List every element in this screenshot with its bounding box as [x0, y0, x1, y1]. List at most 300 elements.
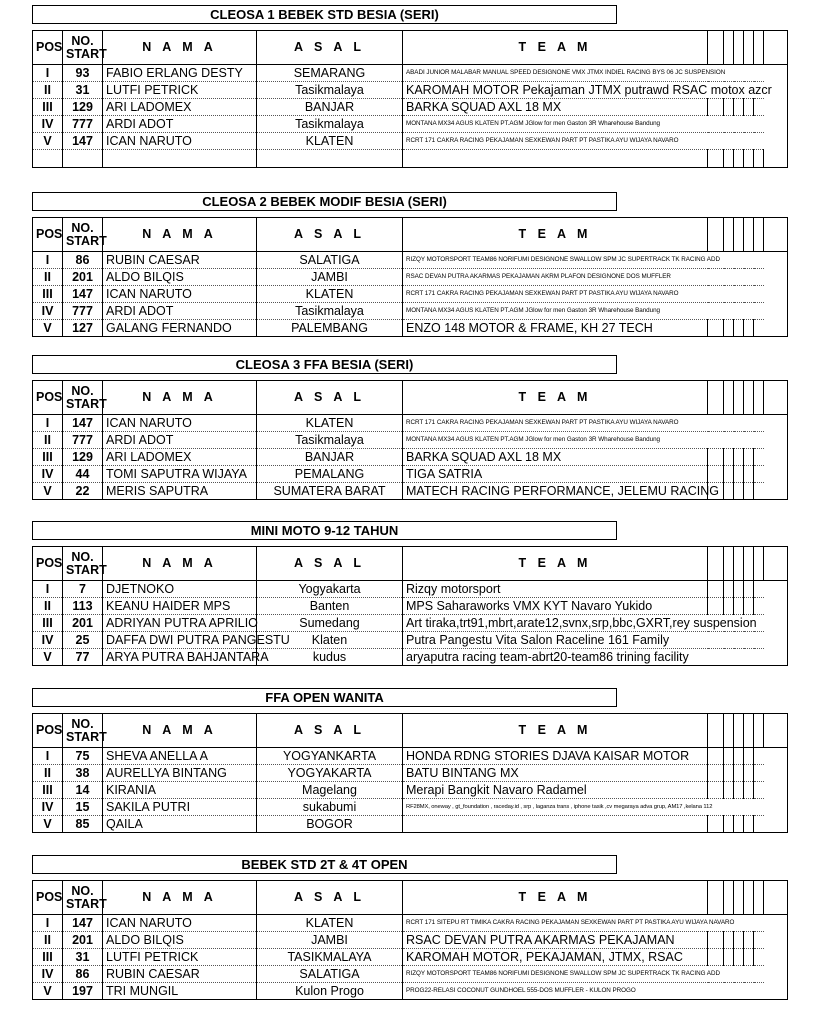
- position-cell: IV: [33, 799, 63, 816]
- start-number-cell: 201: [63, 932, 103, 949]
- grid-cell: [724, 449, 734, 466]
- grid-cell: [724, 598, 734, 615]
- header-asal: A S A L: [257, 714, 403, 748]
- result-row: [33, 932, 788, 949]
- rider-name-cell: SAKILA PUTRI: [103, 799, 257, 816]
- grid-cell: [708, 765, 724, 782]
- rider-name-cell: ARYA PUTRA BAHJANTARA: [103, 649, 257, 666]
- grid-cell: [724, 765, 734, 782]
- header-no-line: NO.: [71, 549, 94, 564]
- grid-cell: [724, 949, 734, 966]
- team-cell: BARKA SQUAD AXL 18 MX: [403, 99, 708, 116]
- start-number-cell: 129: [63, 449, 103, 466]
- header-nama: N A M A: [103, 31, 257, 65]
- start-number-cell: 147: [63, 415, 103, 432]
- results-table: [32, 713, 788, 833]
- header-start-line: START: [66, 396, 107, 411]
- section-title: BEBEK STD 2T & 4T OPEN: [32, 855, 617, 874]
- grid-cell: [708, 466, 724, 483]
- rider-name-cell: ICAN NARUTO: [103, 286, 257, 303]
- start-number-cell: 201: [63, 269, 103, 286]
- team-cell: [403, 816, 708, 833]
- start-number-cell: 86: [63, 252, 103, 269]
- grid-cell: [724, 581, 734, 598]
- header-start-line: START: [66, 729, 107, 744]
- origin-cell: Banten: [257, 598, 403, 615]
- grid-cell: [734, 449, 744, 466]
- section-title: FFA OPEN WANITA: [32, 688, 617, 707]
- grid-cell: [744, 483, 754, 500]
- origin-cell: SEMARANG: [257, 65, 403, 82]
- start-number-cell: 25: [63, 632, 103, 649]
- grid-cell: [734, 816, 744, 833]
- position-cell: V: [33, 320, 63, 337]
- grid-cell: [744, 449, 754, 466]
- position-cell: II: [33, 82, 63, 99]
- result-row: [33, 252, 788, 269]
- header-team: T E A M: [403, 881, 708, 915]
- team-cell: MATECH RACING PERFORMANCE, JELEMU RACING: [403, 483, 708, 500]
- result-row: [33, 615, 788, 632]
- grid-cell: [734, 150, 744, 168]
- grid-cell: [744, 714, 754, 748]
- team-cell: MONTANA MX34 AGUS KLATEN PT.AGM JGlow for men Gaston 3R Wharehouse Bandung: [403, 303, 764, 320]
- result-row: [33, 449, 788, 466]
- header-start-line: START: [66, 233, 107, 248]
- header-asal: A S A L: [257, 381, 403, 415]
- grid-cell: [724, 31, 734, 65]
- position-cell: V: [33, 133, 63, 150]
- grid-cell: [764, 218, 788, 252]
- team-cell: BATU BINTANG MX: [403, 765, 708, 782]
- team-cell: RCRT 171 CAKRA RACING PEKAJAMAN SEXKEWAN PART PT PASTIKA AYU WIJAYA NAVARO: [403, 415, 764, 432]
- header-team: T E A M: [403, 547, 708, 581]
- team-cell: aryaputra racing team-abrt20-team86 trining facility: [403, 649, 764, 666]
- grid-cell: [734, 881, 744, 915]
- result-row: [33, 82, 788, 99]
- grid-cell: [734, 748, 744, 765]
- grid-cell: [724, 748, 734, 765]
- grid-cell: [754, 466, 764, 483]
- header-pos: POS: [33, 714, 63, 748]
- grid-cell: [734, 782, 744, 799]
- grid-cell: [724, 782, 734, 799]
- result-row: [33, 483, 788, 500]
- team-cell: HONDA RDNG STORIES DJAVA KAISAR MOTOR: [403, 748, 708, 765]
- origin-cell: JAMBI: [257, 932, 403, 949]
- rider-name-cell: ARDI ADOT: [103, 116, 257, 133]
- grid-cell: [754, 598, 764, 615]
- rider-name-cell: ARI LADOMEX: [103, 99, 257, 116]
- origin-cell: KLATEN: [257, 286, 403, 303]
- start-number-cell: 7: [63, 581, 103, 598]
- position-cell: III: [33, 615, 63, 632]
- rider-name-cell: DAFFA DWI PUTRA PANGESTU: [103, 632, 257, 649]
- position-cell: II: [33, 269, 63, 286]
- grid-cell: [708, 150, 724, 168]
- origin-cell: Sumedang: [257, 615, 403, 632]
- start-number-cell: 77: [63, 649, 103, 666]
- rider-name-cell: TRI MUNGIL: [103, 983, 257, 1000]
- origin-cell: SALATIGA: [257, 966, 403, 983]
- grid-cell: [764, 547, 788, 581]
- position-cell: III: [33, 449, 63, 466]
- team-cell: ABADI JUNIOR MALABAR MANUAL SPEED DESIGNONE VMX JTMX INDIEL RACING BYS 06 JC SUSPENSION: [403, 65, 764, 82]
- result-row: [33, 799, 788, 816]
- grid-cell: [708, 881, 724, 915]
- header-no-start: [63, 881, 107, 915]
- grid-cell: [734, 949, 744, 966]
- grid-cell: [754, 581, 764, 598]
- header-team: T E A M: [403, 381, 708, 415]
- result-row: [33, 765, 788, 782]
- grid-cell: [724, 547, 734, 581]
- grid-cell: [764, 31, 788, 65]
- start-number-cell: 127: [63, 320, 103, 337]
- origin-cell: KLATEN: [257, 133, 403, 150]
- origin-cell: YOGYAKARTA: [257, 765, 403, 782]
- start-number-cell: 129: [63, 99, 103, 116]
- rider-name-cell: ALDO BILQIS: [103, 932, 257, 949]
- grid-cell: [708, 581, 724, 598]
- grid-cell: [754, 932, 764, 949]
- team-cell: RSAC DEVAN PUTRA AKARMAS PEKAJAMAN: [403, 932, 708, 949]
- rider-name-cell: ARDI ADOT: [103, 303, 257, 320]
- grid-cell: [724, 881, 734, 915]
- position-cell: II: [33, 932, 63, 949]
- grid-cell: [734, 598, 744, 615]
- position-cell: V: [33, 983, 63, 1000]
- header-start-line: START: [66, 896, 107, 911]
- grid-cell: [744, 598, 754, 615]
- position-cell: V: [33, 483, 63, 500]
- origin-cell: BANJAR: [257, 99, 403, 116]
- rider-name-cell: KEANU HAIDER MPS: [103, 598, 257, 615]
- origin-cell: Klaten: [257, 632, 403, 649]
- origin-cell: YOGYANKARTA: [257, 748, 403, 765]
- position-cell: III: [33, 286, 63, 303]
- grid-cell: [764, 150, 788, 168]
- grid-cell: [754, 150, 764, 168]
- start-number-cell: 22: [63, 483, 103, 500]
- header-no-start: [63, 547, 107, 581]
- result-row: [33, 133, 788, 150]
- start-number-cell: 201: [63, 615, 103, 632]
- header-asal: A S A L: [257, 881, 403, 915]
- header-team: T E A M: [403, 218, 708, 252]
- header-nama: N A M A: [103, 547, 257, 581]
- start-number-cell: 93: [63, 65, 103, 82]
- header-asal: A S A L: [257, 218, 403, 252]
- header-row: [33, 714, 788, 748]
- team-cell: TIGA SATRIA: [403, 466, 708, 483]
- rider-name-cell: RUBIN CAESAR: [103, 252, 257, 269]
- grid-cell: [744, 381, 754, 415]
- grid-cell: [734, 932, 744, 949]
- header-nama: N A M A: [103, 381, 257, 415]
- team-cell: RIZQY MOTORSPORT TEAM86 NORIFUMI DESIGNONE SWALLOW SPM JC SUPERTRACK TK RACING ADD: [403, 252, 764, 269]
- grid-cell: [754, 31, 764, 65]
- rider-name-cell: FABIO ERLANG DESTY: [103, 65, 257, 82]
- results-table: [32, 546, 788, 666]
- grid-cell: [744, 881, 754, 915]
- team-cell: KAROMAH MOTOR, PEKAJAMAN, JTMX, RSAC: [403, 949, 708, 966]
- grid-cell: [708, 932, 724, 949]
- grid-cell: [734, 320, 744, 337]
- rider-name-cell: AURELLYA BINTANG: [103, 765, 257, 782]
- grid-cell: [724, 150, 734, 168]
- rider-name-cell: ADRIYAN PUTRA APRILIO: [103, 615, 257, 632]
- position-cell: II: [33, 598, 63, 615]
- grid-cell: [724, 714, 734, 748]
- rider-name-cell: GALANG FERNANDO: [103, 320, 257, 337]
- result-row: [33, 748, 788, 765]
- origin-cell: Tasikmalaya: [257, 116, 403, 133]
- header-no-line: NO.: [71, 883, 94, 898]
- grid-cell: [744, 466, 754, 483]
- grid-cell: [724, 381, 734, 415]
- header-row: [33, 881, 788, 915]
- grid-cell: [744, 765, 754, 782]
- header-pos: POS: [33, 218, 63, 252]
- results-table: [32, 380, 788, 500]
- grid-cell: [708, 547, 724, 581]
- origin-cell: Tasikmalaya: [257, 82, 403, 99]
- grid-cell: [754, 483, 764, 500]
- grid-cell: [708, 748, 724, 765]
- origin-cell: sukabumi: [257, 799, 403, 816]
- origin-cell: Kulon Progo: [257, 983, 403, 1000]
- position-cell: I: [33, 581, 63, 598]
- header-row: [33, 381, 788, 415]
- start-number-cell: 777: [63, 303, 103, 320]
- grid-cell: [744, 748, 754, 765]
- origin-cell: SALATIGA: [257, 252, 403, 269]
- team-cell: BARKA SQUAD AXL 18 MX: [403, 449, 708, 466]
- header-asal: A S A L: [257, 547, 403, 581]
- grid-cell: [103, 150, 257, 168]
- grid-cell: [708, 99, 724, 116]
- grid-cell: [754, 881, 764, 915]
- position-cell: I: [33, 415, 63, 432]
- start-number-cell: 777: [63, 116, 103, 133]
- header-nama: N A M A: [103, 714, 257, 748]
- grid-cell: [403, 150, 708, 168]
- rider-name-cell: QAILA: [103, 816, 257, 833]
- team-cell: MONTANA MX34 AGUS KLATEN PT.AGM JGlow for men Gaston 3R Wharehouse Bandung: [403, 116, 764, 133]
- rider-name-cell: SHEVA ANELLA A: [103, 748, 257, 765]
- start-number-cell: 85: [63, 816, 103, 833]
- section-title: CLEOSA 2 BEBEK MODIF BESIA (SERI): [32, 192, 617, 211]
- header-pos: POS: [33, 31, 63, 65]
- grid-cell: [754, 949, 764, 966]
- header-start-line: START: [66, 562, 107, 577]
- grid-cell: [754, 99, 764, 116]
- grid-cell: [764, 881, 788, 915]
- result-row: [33, 915, 788, 932]
- result-row: [33, 99, 788, 116]
- start-number-cell: 86: [63, 966, 103, 983]
- start-number-cell: 44: [63, 466, 103, 483]
- grid-cell: [744, 581, 754, 598]
- result-row: [33, 269, 788, 286]
- team-cell: PROG22-RELASI COCONUT GUNDHOEL 555-DOS MUFFLER - KULON PROGO: [403, 983, 764, 1000]
- result-row: [33, 286, 788, 303]
- section-title: CLEOSA 3 FFA BESIA (SERI): [32, 355, 617, 374]
- results-table: [32, 880, 788, 1000]
- origin-cell: Magelang: [257, 782, 403, 799]
- position-cell: I: [33, 748, 63, 765]
- result-row: [33, 320, 788, 337]
- position-cell: III: [33, 949, 63, 966]
- origin-cell: kudus: [257, 649, 403, 666]
- grid-cell: [708, 598, 724, 615]
- grid-cell: [724, 320, 734, 337]
- result-row: [33, 415, 788, 432]
- grid-cell: [744, 218, 754, 252]
- header-row: [33, 547, 788, 581]
- result-row: [33, 581, 788, 598]
- grid-cell: [744, 949, 754, 966]
- rider-name-cell: ARDI ADOT: [103, 432, 257, 449]
- grid-cell: [257, 150, 403, 168]
- grid-cell: [708, 320, 724, 337]
- position-cell: IV: [33, 966, 63, 983]
- start-number-cell: 14: [63, 782, 103, 799]
- grid-cell: [754, 547, 764, 581]
- position-cell: II: [33, 432, 63, 449]
- rider-name-cell: ICAN NARUTO: [103, 415, 257, 432]
- result-row: [33, 303, 788, 320]
- grid-cell: [734, 765, 744, 782]
- result-row: [33, 816, 788, 833]
- rider-name-cell: TOMI SAPUTRA WIJAYA: [103, 466, 257, 483]
- results-table: [32, 217, 788, 337]
- result-row: [33, 65, 788, 82]
- grid-cell: [708, 381, 724, 415]
- grid-cell: [734, 31, 744, 65]
- result-row: [33, 966, 788, 983]
- position-cell: V: [33, 816, 63, 833]
- grid-cell: [754, 816, 764, 833]
- grid-cell: [724, 932, 734, 949]
- position-cell: IV: [33, 303, 63, 320]
- start-number-cell: 113: [63, 598, 103, 615]
- start-number-cell: 15: [63, 799, 103, 816]
- grid-cell: [734, 381, 744, 415]
- team-cell: Putra Pangestu Vita Salon Raceline 161 Family: [403, 632, 764, 649]
- rider-name-cell: ALDO BILQIS: [103, 269, 257, 286]
- grid-cell: [724, 816, 734, 833]
- position-cell: I: [33, 65, 63, 82]
- team-cell: RCRT 171 CAKRA RACING PEKAJAMAN SEXKEWAN PART PT PASTIKA AYU WIJAYA NAVARO: [403, 286, 764, 303]
- grid-cell: [708, 782, 724, 799]
- grid-cell: [708, 949, 724, 966]
- header-row: [33, 31, 788, 65]
- position-cell: IV: [33, 466, 63, 483]
- grid-cell: [734, 466, 744, 483]
- grid-cell: [754, 782, 764, 799]
- blank-row: [33, 150, 788, 168]
- position-cell: II: [33, 765, 63, 782]
- origin-cell: BOGOR: [257, 816, 403, 833]
- header-no-start: [63, 381, 107, 415]
- grid-cell: [764, 381, 788, 415]
- grid-cell: [754, 381, 764, 415]
- header-no-line: NO.: [71, 220, 94, 235]
- grid-cell: [754, 748, 764, 765]
- header-pos: POS: [33, 881, 63, 915]
- start-number-cell: 75: [63, 748, 103, 765]
- header-nama: N A M A: [103, 218, 257, 252]
- grid-cell: [744, 782, 754, 799]
- grid-cell: [734, 714, 744, 748]
- start-number-cell: 38: [63, 765, 103, 782]
- result-row: [33, 598, 788, 615]
- origin-cell: PALEMBANG: [257, 320, 403, 337]
- grid-cell: [708, 218, 724, 252]
- origin-cell: Tasikmalaya: [257, 432, 403, 449]
- grid-cell: [724, 483, 734, 500]
- result-row: [33, 949, 788, 966]
- grid-cell: [708, 449, 724, 466]
- header-start-line: START: [66, 46, 107, 61]
- grid-cell: [734, 581, 744, 598]
- rider-name-cell: ARI LADOMEX: [103, 449, 257, 466]
- header-no-start: [63, 31, 107, 65]
- rider-name-cell: RUBIN CAESAR: [103, 966, 257, 983]
- header-pos: POS: [33, 381, 63, 415]
- grid-cell: [734, 218, 744, 252]
- rider-name-cell: LUTFI PETRICK: [103, 949, 257, 966]
- grid-cell: [708, 31, 724, 65]
- header-no-line: NO.: [71, 33, 94, 48]
- origin-cell: BANJAR: [257, 449, 403, 466]
- grid-cell: [744, 99, 754, 116]
- result-row: [33, 466, 788, 483]
- team-cell: RCRT 171 SITEPU RT TIMIKA CAKRA RACING PEKAJAMAN SEXKEWAN PART PT PASTIKA AYU WIJAYA NAVARO: [403, 915, 764, 932]
- team-cell: Rizqy motorsport: [403, 581, 708, 598]
- header-no-line: NO.: [71, 716, 94, 731]
- grid-cell: [724, 218, 734, 252]
- team-cell: RCRT 171 CAKRA RACING PEKAJAMAN SEXKEWAN PART PT PASTIKA AYU WIJAYA NAVARO: [403, 133, 764, 150]
- header-asal: A S A L: [257, 31, 403, 65]
- result-row: [33, 432, 788, 449]
- grid-cell: [63, 150, 103, 168]
- result-row: [33, 983, 788, 1000]
- header-no-line: NO.: [71, 383, 94, 398]
- start-number-cell: 31: [63, 82, 103, 99]
- rider-name-cell: LUTFI PETRICK: [103, 82, 257, 99]
- grid-cell: [744, 320, 754, 337]
- rider-name-cell: MERIS SAPUTRA: [103, 483, 257, 500]
- grid-cell: [764, 714, 788, 748]
- results-table: [32, 30, 788, 168]
- team-cell: ENZO 148 MOTOR & FRAME, KH 27 TECH: [403, 320, 708, 337]
- start-number-cell: 147: [63, 915, 103, 932]
- section-title: CLEOSA 1 BEBEK STD BESIA (SERI): [32, 5, 617, 24]
- position-cell: IV: [33, 632, 63, 649]
- origin-cell: TASIKMALAYA: [257, 949, 403, 966]
- header-no-start: [63, 714, 107, 748]
- start-number-cell: 197: [63, 983, 103, 1000]
- header-team: T E A M: [403, 714, 708, 748]
- position-cell: III: [33, 782, 63, 799]
- grid-cell: [734, 483, 744, 500]
- rider-name-cell: ICAN NARUTO: [103, 133, 257, 150]
- grid-cell: [754, 320, 764, 337]
- origin-cell: SUMATERA BARAT: [257, 483, 403, 500]
